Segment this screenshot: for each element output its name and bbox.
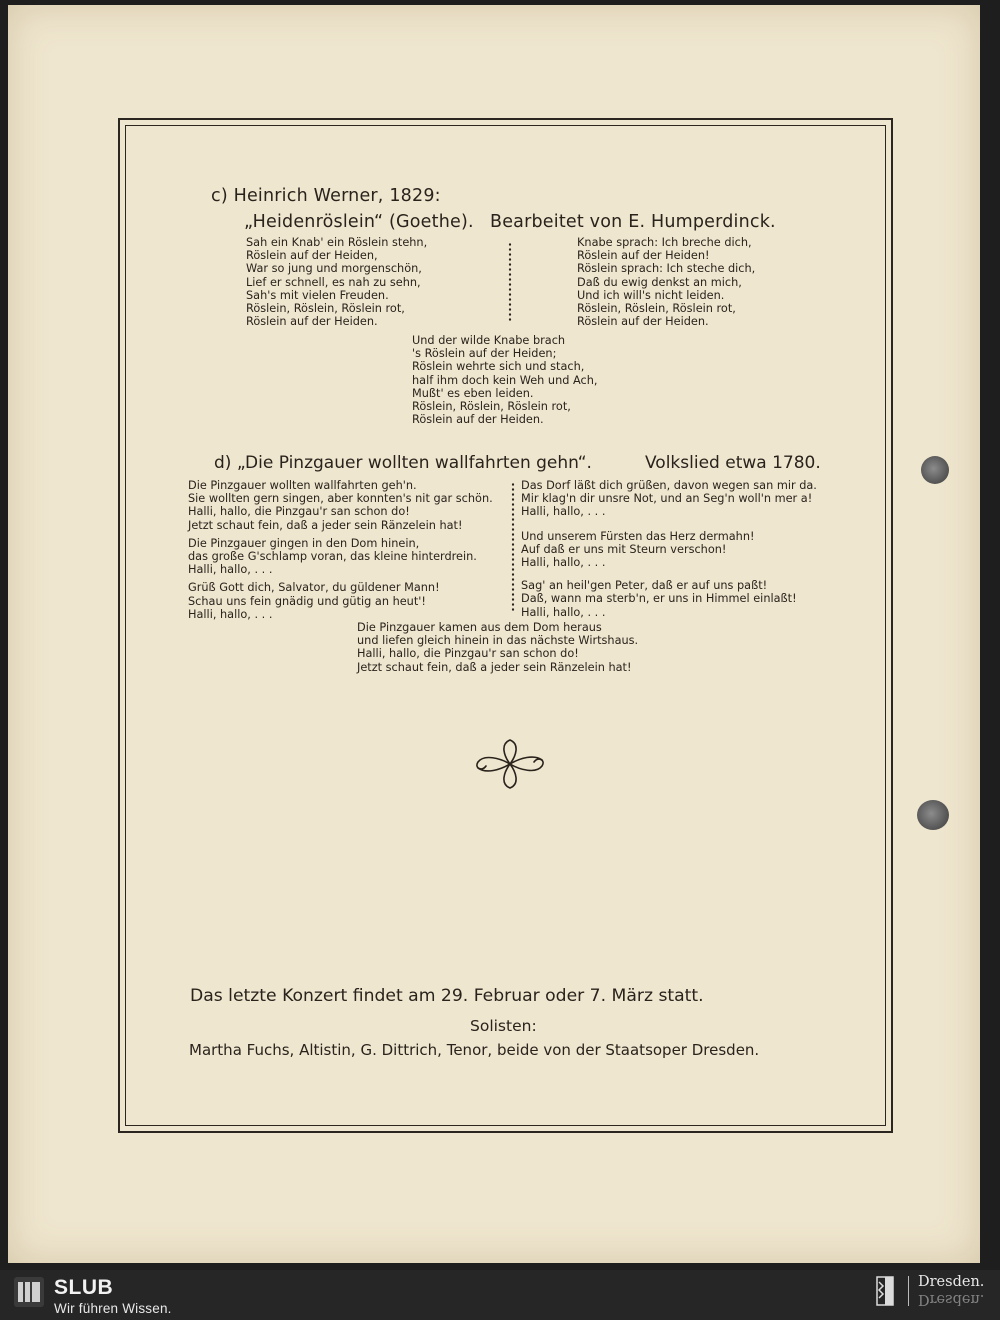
- poem-line: Röslein, Röslein, Röslein rot,: [246, 301, 405, 315]
- slub-logo-icon[interactable]: [14, 1277, 44, 1307]
- poem-line: Daß du ewig denkst an mich,: [577, 275, 742, 289]
- punch-hole-bottom: [917, 800, 949, 830]
- poem-line: Sag' an heil'gen Peter, daß er auf uns paßt!: [521, 579, 768, 593]
- pinzgauer-left-column: [188, 479, 493, 621]
- poem-line: Sah's mit vielen Freuden.: [246, 288, 389, 302]
- pinzgauer-right-column: [521, 479, 817, 619]
- slub-tagline: Wir führen Wissen.: [54, 1301, 172, 1316]
- section-c-arrangement: Bearbeitet von E. Humperdinck.: [490, 212, 776, 232]
- dotted-divider: [508, 242, 512, 322]
- section-d-note: Volkslied etwa 1780.: [645, 453, 821, 473]
- poem-line: Halli, hallo, die Pinzgau'r san schon do!: [188, 505, 410, 519]
- poem-line: Jetzt schaut fein, daß a jeder sein Ränzelein hat!: [357, 660, 632, 674]
- poem-line: Halli, hallo, . . .: [521, 555, 606, 569]
- poem-line: Halli, hallo, . . .: [188, 607, 273, 621]
- poem-line: Halli, hallo, . . .: [521, 505, 606, 519]
- soloists-label: Solisten:: [470, 1017, 537, 1035]
- poem-line: Röslein auf der Heiden.: [577, 315, 709, 329]
- poem-line: Röslein wehrte sich und stach,: [412, 360, 585, 374]
- poem-line: Sie wollten gern singen, aber konnten's nit gar schön.: [188, 492, 493, 506]
- poem-line: Jetzt schaut fein, daß a jeder sein Ränzelein hat!: [188, 518, 463, 532]
- poem-line: Und ich will's nicht leiden.: [577, 288, 725, 302]
- poem-line: und liefen gleich hinein in das nächste Wirtshaus.: [357, 634, 639, 648]
- soloists-names: Martha Fuchs, Altistin, G. Dittrich, Tenor, beide von der Staatsoper Dresden.: [189, 1041, 760, 1059]
- heidenroeslein-stanza-2: [577, 236, 755, 328]
- poem-line: half ihm doch kein Weh und Ach,: [412, 373, 598, 387]
- heidenroeslein-stanza-1: [246, 236, 427, 328]
- poem-line: Und der wilde Knabe brach: [412, 334, 566, 347]
- poem-line: Die Pinzgauer wollten wallfahrten geh'n.: [188, 479, 417, 492]
- footer-separator: [908, 1276, 909, 1306]
- poem-line: Und unserem Fürsten das Herz dermahn!: [521, 529, 755, 543]
- slub-name[interactable]: SLUB: [54, 1276, 114, 1299]
- poem-line: Lief er schnell, es nah zu sehn,: [246, 275, 421, 289]
- ornament-flourish-icon: [470, 736, 550, 792]
- poem-line: Röslein auf der Heiden,: [246, 249, 378, 263]
- poem-line: Die Pinzgauer gingen in den Dom hinein,: [188, 536, 420, 550]
- poem-line: Halli, hallo, . . .: [521, 605, 606, 619]
- dotted-divider: [511, 482, 515, 612]
- dresden-wordmark[interactable]: Dresden.: [918, 1274, 985, 1290]
- poem-line: Das Dorf läßt dich grüßen, davon wegen san mir da.: [521, 479, 817, 492]
- poem-line: das große G'schlamp voran, das kleine hinterdrein.: [188, 549, 477, 563]
- poem-line: Halli, hallo, . . .: [188, 563, 273, 577]
- poem-line: Röslein auf der Heiden.: [246, 315, 378, 329]
- poem-line: War so jung und morgenschön,: [246, 262, 422, 276]
- pinzgauer-final-stanza: [357, 621, 638, 674]
- poem-line: Röslein auf der Heiden!: [577, 249, 710, 263]
- section-c-title: „Heidenröslein“ (Goethe).: [244, 212, 474, 232]
- poem-line: Röslein auf der Heiden.: [412, 413, 544, 427]
- section-d-heading: d) „Die Pinzgauer wollten wallfahrten gehn“.: [214, 453, 592, 473]
- heidenroeslein-stanza-3: [412, 334, 598, 426]
- dresden-wordmark-reflection: Dresden.: [918, 1291, 985, 1307]
- poem-line: Mir klag'n dir unsre Not, und an Seg'n woll'n mer a!: [521, 492, 813, 506]
- poem-line: Die Pinzgauer kamen aus dem Dom heraus: [357, 621, 602, 634]
- concert-announcement: Das letzte Konzert findet am 29. Februar oder 7. März statt.: [190, 986, 704, 1006]
- poem-line: Röslein sprach: Ich steche dich,: [577, 262, 756, 276]
- poem-line: Knabe sprach: Ich breche dich,: [577, 236, 752, 249]
- poem-line: Daß, wann ma sterb'n, er uns in Himmel einlaßt!: [521, 592, 797, 606]
- poem-line: Auf daß er uns mit Steurn verschon!: [521, 542, 727, 556]
- punch-hole-top: [921, 456, 949, 484]
- poem-line: Grüß Gott dich, Salvator, du güldener Mann!: [188, 581, 440, 595]
- poem-line: Mußt' es eben leiden.: [412, 386, 534, 400]
- poem-line: 's Röslein auf der Heiden;: [412, 347, 557, 361]
- section-c-heading: c) Heinrich Werner, 1829:: [211, 186, 441, 206]
- poem-line: Sah ein Knab' ein Röslein stehn,: [246, 236, 428, 249]
- dresden-crest-icon: [876, 1276, 894, 1306]
- poem-line: Schau uns fein gnädig und gütig an heut'!: [188, 594, 426, 608]
- poem-line: Röslein, Röslein, Röslein rot,: [412, 399, 571, 413]
- poem-line: Röslein, Röslein, Röslein rot,: [577, 301, 736, 315]
- poem-line: Halli, hallo, die Pinzgau'r san schon do!: [357, 647, 579, 661]
